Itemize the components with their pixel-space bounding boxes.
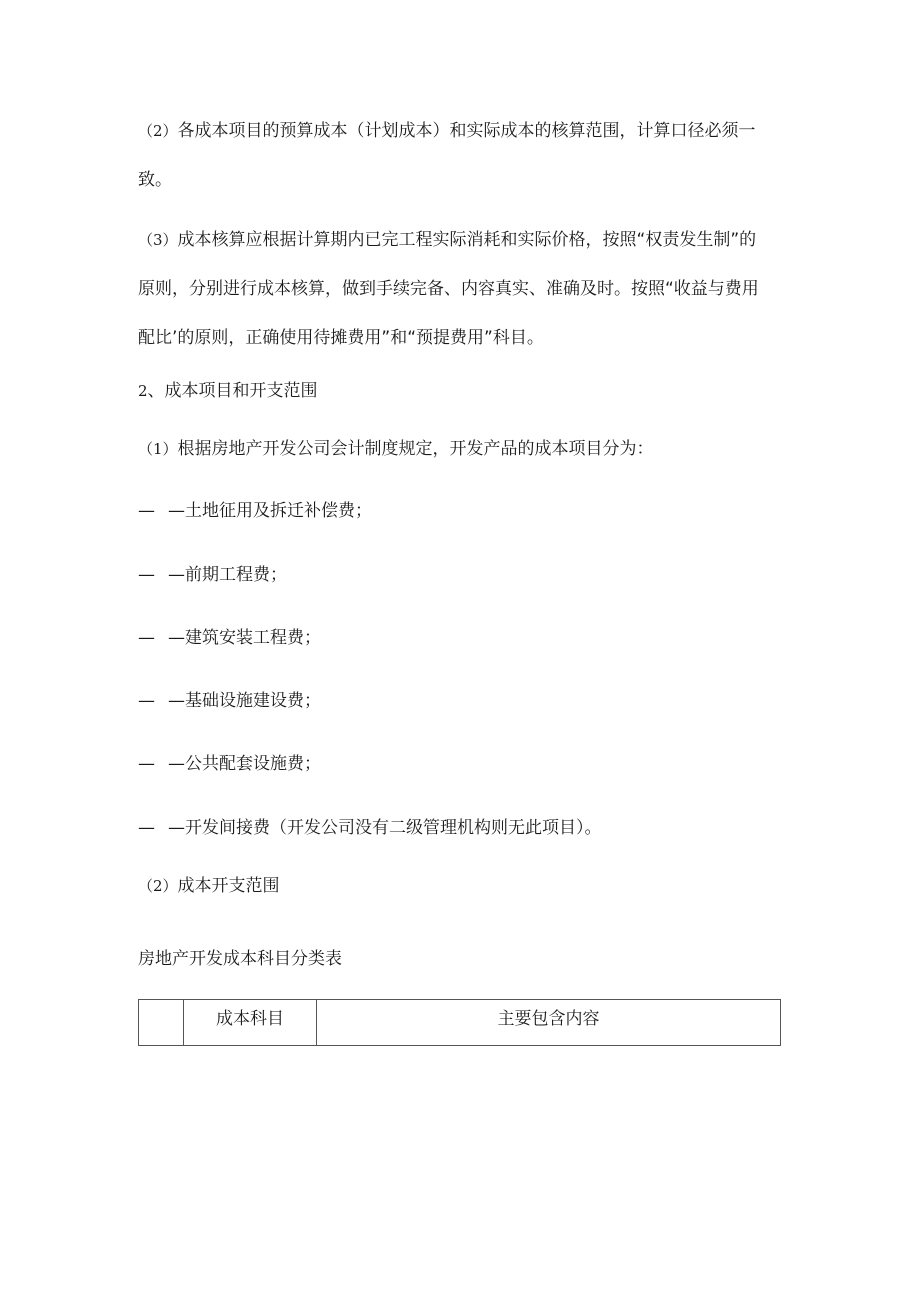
table-header-cell: 主要包含内容 (317, 1000, 781, 1046)
table-header-cell (139, 1000, 184, 1046)
list-item-dash: — (138, 628, 155, 648)
paragraph-3-line-3: 配比’的原则，正确使用待摊费用”和“预提费用”科目。 (138, 328, 544, 348)
paragraph-2-number: （2） (138, 122, 178, 140)
list-item-dash: — (138, 691, 155, 711)
paragraph-3-line-1: （3）成本核算应根据计算期内已完工程实际消耗和实际价格，按照“权责发生制”的 (138, 230, 757, 250)
list-item-dash: — (138, 565, 155, 585)
list-item-text: —公共配套设施费； (168, 754, 321, 774)
table-caption: 房地产开发成本科目分类表 (138, 949, 342, 969)
section-2-heading: 2、成本项目和开支范围 (138, 381, 318, 401)
list-item-text: —土地征用及拆迁补偿费； (168, 501, 372, 521)
list-item-dash: — (138, 501, 155, 521)
list-item (138, 817, 602, 839)
subsection-2: （2）成本开支范围 (138, 876, 280, 896)
subsection-2-number: （2） (138, 877, 178, 895)
list-item (138, 753, 321, 775)
table-header-cell: 成本科目 (184, 1000, 317, 1046)
list-item-text: —基础设施建设费； (168, 691, 321, 711)
list-item (138, 500, 372, 522)
list-item (138, 564, 287, 586)
section-2-number: 2 (138, 382, 148, 400)
table-header-row (139, 1000, 781, 1046)
paragraph-3-number: （3） (138, 231, 178, 249)
subsection-1-number: （1） (138, 440, 178, 458)
list-item-text: —前期工程费； (168, 565, 287, 585)
list-item-text: —开发间接费（开发公司没有二级管理机构则无此项目）。 (168, 818, 602, 838)
subsection-1: （1）根据房地产开发公司会计制度规定，开发产品的成本项目分为： (138, 439, 654, 459)
paragraph-2-line-2: 致。 (138, 170, 172, 190)
cost-category-table (138, 999, 781, 1046)
list-item-text: —建筑安装工程费； (168, 628, 321, 648)
list-item-dash: — (138, 754, 155, 774)
list-item (138, 627, 321, 649)
list-item (138, 690, 321, 712)
list-item-dash: — (138, 818, 155, 838)
paragraph-3-line-2: 原则，分别进行成本核算，做到手续完备、内容真实、准确及时。按照“收益与费用 (138, 279, 759, 299)
paragraph-2-line-1: （2）各成本项目的预算成本（计划成本）和实际成本的核算范围，计算口径必须一 (138, 121, 756, 141)
